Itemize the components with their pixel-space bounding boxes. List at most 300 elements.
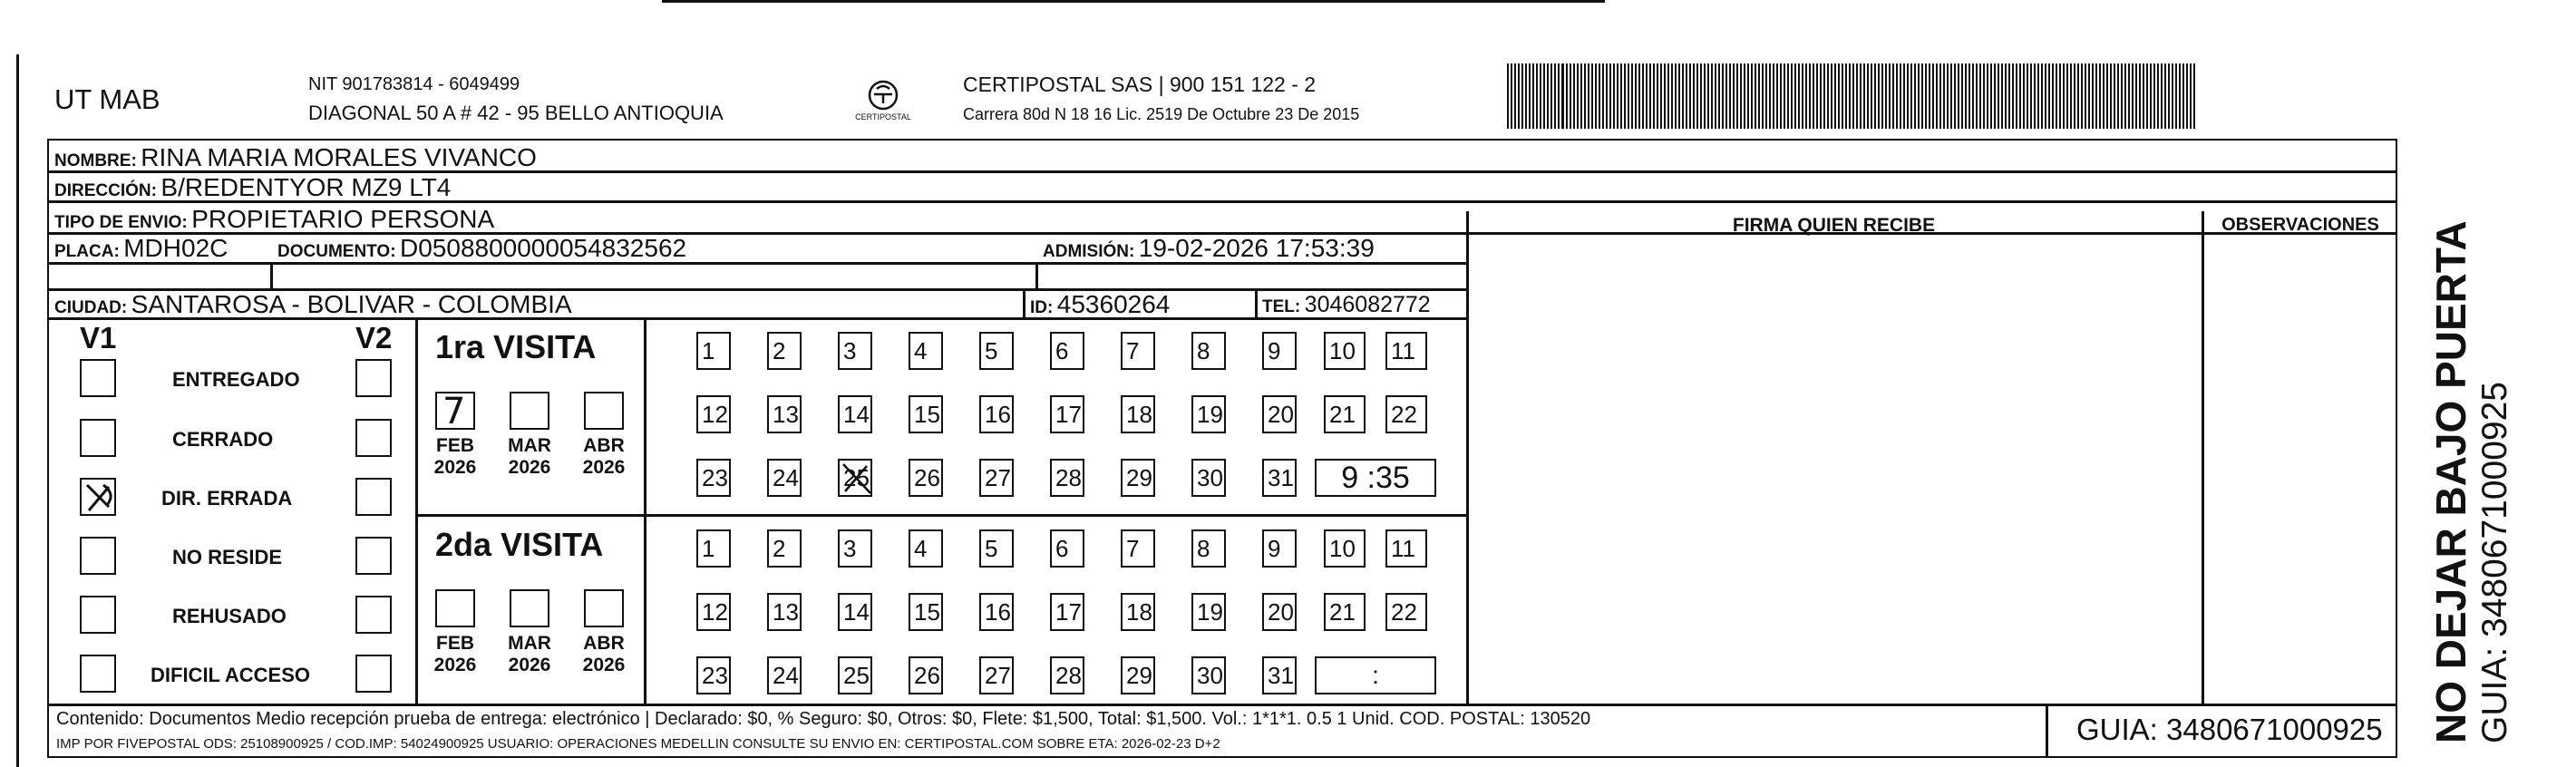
barcode-bar — [1809, 63, 1811, 129]
day-box[interactable] — [1191, 395, 1226, 433]
barcode-bar — [2193, 63, 2195, 129]
barcode-bar — [1881, 63, 1883, 129]
day-box[interactable] — [1121, 656, 1155, 694]
day-box[interactable] — [838, 656, 872, 694]
barcode-bar — [1631, 63, 1633, 129]
tipo-value: PROPIETARIO PERSONA — [191, 205, 495, 233]
barcode-bar — [1816, 63, 1818, 129]
day-box[interactable] — [1262, 395, 1297, 433]
barcode-bar — [1784, 63, 1785, 129]
day-box[interactable] — [767, 459, 802, 497]
barcode-bar — [1976, 63, 1978, 129]
v2-checkbox[interactable] — [355, 596, 392, 634]
day-box[interactable] — [1385, 529, 1427, 568]
barcode-bar — [2005, 63, 2007, 129]
barcode-bar — [1994, 63, 1996, 129]
barcode-bar — [1823, 63, 1825, 129]
barcode-bar — [1588, 63, 1589, 129]
day-number: 6 — [1055, 535, 1069, 562]
barcode-bar — [1889, 63, 1891, 129]
direccion-value: B/REDENTYOR MZ9 LT4 — [160, 173, 452, 201]
day-number: 8 — [1197, 337, 1210, 364]
barcode-bar — [1707, 63, 1709, 129]
day-box[interactable] — [1191, 332, 1226, 370]
placa-value: MDH02C — [123, 234, 228, 262]
nombre-label: NOMBRE: — [54, 151, 137, 170]
barcode-bar — [1867, 63, 1869, 129]
day-number: 1 — [702, 535, 715, 562]
barcode-bar — [2059, 63, 2061, 129]
barcode-bar — [2001, 63, 2003, 129]
barcode-bar — [1936, 63, 1938, 129]
barcode-bar — [2085, 63, 2086, 129]
barcode-bar — [1518, 63, 1520, 129]
barcode-bar — [1514, 63, 1516, 129]
day-box[interactable] — [1385, 332, 1427, 370]
day-box[interactable] — [767, 529, 802, 568]
status-option-label: NO RESIDE — [172, 546, 283, 568]
day-box[interactable] — [696, 529, 731, 568]
barcode-bar — [1863, 63, 1865, 129]
month-label: MAR — [508, 633, 551, 654]
barcode-bar — [2175, 63, 2177, 129]
day-box[interactable] — [1050, 332, 1084, 370]
day-number: 24 — [773, 662, 799, 689]
day-number: 27 — [985, 662, 1011, 689]
month-checkbox[interactable] — [584, 392, 624, 430]
barcode-bar — [2008, 63, 2010, 129]
day-box[interactable] — [1121, 395, 1155, 433]
day-number: 19 — [1197, 401, 1223, 428]
day-number: 3 — [843, 535, 857, 562]
day-number: 11 — [1391, 337, 1415, 364]
barcode-bar — [1591, 63, 1593, 129]
day-box[interactable] — [1191, 593, 1226, 631]
month-checkbox[interactable] — [435, 589, 475, 627]
day-box[interactable] — [1050, 656, 1084, 694]
barcode-bar — [1606, 63, 1608, 129]
day-number: 30 — [1197, 662, 1223, 689]
barcode-bar — [1521, 63, 1523, 129]
barcode-bar — [1722, 63, 1724, 129]
day-box[interactable] — [1385, 593, 1427, 631]
day-box[interactable] — [1050, 529, 1084, 568]
month-label: MAR — [508, 435, 551, 456]
company-nit: NIT 901783814 - 6049499 — [308, 74, 520, 94]
barcode-bar — [2121, 63, 2123, 129]
barcode-bar — [1791, 63, 1793, 129]
barcode-bar — [2027, 63, 2028, 129]
barcode-bar — [1667, 63, 1669, 129]
day-box[interactable] — [1191, 459, 1226, 497]
month-caption — [504, 435, 555, 479]
day-number: 6 — [1055, 337, 1069, 364]
barcode-bar — [2088, 63, 2090, 129]
day-number: 7 — [1126, 337, 1140, 364]
barcode-bar — [1765, 63, 1767, 129]
barcode-bar — [1907, 63, 1909, 129]
barcode-bar — [2092, 63, 2094, 129]
day-box[interactable] — [1262, 332, 1297, 370]
day-box[interactable] — [1191, 656, 1226, 694]
day-box[interactable] — [979, 656, 1014, 694]
day-box[interactable] — [838, 593, 872, 631]
firma-area[interactable] — [1469, 234, 2200, 704]
day-box[interactable] — [696, 395, 731, 433]
logo-text: CERTIPOSTAL — [855, 112, 911, 121]
ciudad-row — [54, 290, 572, 319]
barcode-bar — [2037, 63, 2039, 129]
day-box[interactable] — [838, 529, 872, 568]
barcode-bar — [2157, 63, 2159, 129]
barcode-bar — [1595, 63, 1597, 129]
day-box[interactable] — [1324, 529, 1366, 568]
day-number: 8 — [1197, 535, 1210, 562]
barcode-bar — [1892, 63, 1894, 129]
month-label: FEB — [436, 633, 474, 654]
placa-label: PLACA: — [54, 242, 120, 261]
v1-checkbox[interactable] — [80, 655, 116, 693]
day-number: 18 — [1126, 401, 1152, 428]
day-box[interactable] — [979, 332, 1014, 370]
v1-checkbox[interactable] — [80, 419, 116, 457]
day-number: 14 — [843, 401, 870, 428]
barcode-bar — [2045, 63, 2046, 129]
month-label: ABR — [583, 435, 625, 456]
barcode-bar — [1675, 63, 1677, 129]
barcode-bar — [1686, 63, 1687, 129]
day-number: 23 — [702, 464, 728, 491]
day-box[interactable] — [979, 395, 1014, 433]
v2-checkbox[interactable] — [355, 478, 392, 516]
barcode-bar — [1751, 63, 1753, 129]
barcode-bar — [2110, 63, 2112, 129]
id-label: ID: — [1030, 298, 1054, 317]
day-box[interactable] — [1262, 656, 1297, 694]
time-value: 9 :35 — [1341, 461, 1410, 495]
barcode-bar — [1682, 63, 1684, 129]
day-box[interactable] — [979, 529, 1014, 568]
barcode-bar — [2099, 63, 2101, 129]
direccion-row — [54, 173, 451, 202]
day-box[interactable] — [696, 656, 731, 694]
barcode-bar — [2164, 63, 2166, 129]
day-number: 15 — [914, 598, 940, 626]
footer-line1: Contenido: Documentos Medio recepción prueba de entrega: electrónico | Declarado: $0, % Seguro: $0, Otros: $0, Flete: $1,500, Total: $1,500. Vol.: 1*1*1. 0.5 1 Unid. COD. POSTAL: 130520 — [56, 709, 1591, 729]
day-box[interactable] — [1262, 593, 1297, 631]
day-number: 19 — [1197, 598, 1223, 626]
day-box[interactable] — [909, 593, 943, 631]
v1-checkbox[interactable] — [80, 478, 116, 516]
barcode-bar — [1813, 63, 1814, 129]
month-caption — [578, 435, 629, 479]
day-number: 22 — [1391, 401, 1417, 428]
footer-line2: IMP POR FIVEPOSTAL ODS: 25108900925 / COD.IMP: 54024900925 USUARIO: OPERACIONES MEDELLIN CONSULTE SU ENVIO EN: CERTIPOSTAL.COM SOBRE ETA: 2026-02-23 D+2 — [56, 736, 1220, 752]
day-box[interactable] — [1385, 395, 1427, 433]
day-box[interactable] — [1262, 529, 1297, 568]
barcode-bar — [1914, 63, 1916, 129]
barcode-bar — [1856, 63, 1858, 129]
month-caption — [578, 633, 629, 676]
day-box[interactable] — [767, 656, 802, 694]
barcode-bar — [1939, 63, 1941, 129]
tel-value: 3046082772 — [1304, 292, 1431, 317]
day-box[interactable] — [838, 332, 872, 370]
barcode-bar — [1653, 63, 1655, 129]
day-number: 1 — [702, 337, 715, 364]
day-number: 26 — [914, 464, 940, 491]
day-number: 23 — [702, 662, 728, 689]
day-box[interactable] — [1121, 529, 1155, 568]
day-number: 28 — [1055, 662, 1082, 689]
barcode-bar — [1580, 63, 1582, 129]
month-checkbox[interactable] — [510, 589, 549, 627]
day-number: 28 — [1055, 464, 1082, 491]
barcode-bar — [1852, 63, 1854, 129]
day-number: 21 — [1329, 401, 1356, 428]
day-box[interactable] — [909, 529, 943, 568]
v1-checkbox[interactable] — [80, 537, 116, 575]
month-caption — [430, 435, 481, 479]
time-box[interactable] — [1315, 656, 1436, 694]
day-number: 5 — [985, 535, 998, 562]
col-line — [1023, 288, 1026, 317]
day-box[interactable] — [1191, 529, 1226, 568]
day-box[interactable] — [1324, 593, 1366, 631]
barcode-bar — [1943, 63, 1945, 129]
time-box[interactable] — [1315, 459, 1436, 497]
day-number: 20 — [1268, 401, 1294, 428]
day-box[interactable] — [1121, 593, 1155, 631]
barcode-bar — [1998, 63, 1999, 129]
day-box[interactable] — [767, 332, 802, 370]
barcode-bar — [2132, 63, 2134, 129]
barcode-bar — [1554, 63, 1556, 129]
barcode-bar — [1776, 63, 1778, 129]
ciudad-label: CIUDAD: — [54, 298, 128, 317]
barcode-bar — [2106, 63, 2108, 129]
day-box[interactable] — [1050, 459, 1084, 497]
barcode-bar — [1577, 63, 1579, 129]
barcode-bar — [2063, 63, 2065, 129]
day-number: 31 — [1268, 662, 1294, 689]
barcode-bar — [1958, 63, 1959, 129]
observaciones-header: OBSERVACIONES — [2221, 215, 2379, 235]
day-number: 16 — [985, 598, 1011, 626]
v1-checkbox[interactable] — [80, 359, 116, 397]
day-number: 25 — [843, 662, 870, 689]
col-line — [1035, 263, 1038, 290]
barcode-bar — [2153, 63, 2155, 129]
day-box[interactable] — [1050, 395, 1084, 433]
barcode-bar — [1711, 63, 1713, 129]
day-number: 12 — [702, 401, 728, 428]
barcode-bar — [1762, 63, 1764, 129]
month-handwritten-mark: 7 — [442, 391, 466, 432]
barcode-bar — [1624, 63, 1626, 129]
day-number: 13 — [773, 401, 799, 428]
barcode-bar — [1550, 63, 1552, 129]
barcode-bar — [2081, 63, 2083, 129]
barcode-bar — [1874, 63, 1876, 129]
barcode-bar — [1540, 63, 1541, 129]
barcode-bar — [1664, 63, 1666, 129]
barcode-bar — [1678, 63, 1680, 129]
barcode-bar — [1511, 63, 1512, 129]
barcode-bar — [2150, 63, 2152, 129]
barcode-bar — [1729, 63, 1731, 129]
day-box[interactable] — [909, 332, 943, 370]
side-warning: NO DEJAR BAJO PUERTA — [2427, 220, 2474, 743]
day-box[interactable] — [1121, 332, 1155, 370]
barcode-bar — [2139, 63, 2141, 129]
nombre-value: RINA MARIA MORALES VIVANCO — [141, 143, 537, 171]
day-box[interactable] — [1262, 459, 1297, 497]
barcode-bar — [1965, 63, 1967, 129]
month-label: ABR — [583, 633, 625, 654]
row-line — [415, 514, 1468, 517]
day-box[interactable] — [909, 459, 943, 497]
barcode-bar — [1990, 63, 1992, 129]
barcode-bar — [1561, 63, 1564, 129]
day-number: 17 — [1055, 598, 1082, 626]
day-box[interactable] — [1050, 593, 1084, 631]
barcode-bar — [1704, 63, 1706, 129]
barcode-bar — [1925, 63, 1927, 129]
day-box[interactable] — [838, 459, 872, 497]
barcode-bar — [1860, 63, 1862, 129]
day-number: 12 — [702, 598, 728, 626]
day-box[interactable] — [909, 395, 943, 433]
day-number: 27 — [985, 464, 1011, 491]
day-number: 3 — [843, 337, 857, 364]
barcode-bar — [1802, 63, 1803, 129]
day-number: 26 — [914, 662, 940, 689]
day-box[interactable] — [838, 395, 872, 433]
day-box[interactable] — [979, 593, 1014, 631]
month-checkbox[interactable] — [435, 392, 475, 430]
year-label: 2026 — [433, 457, 477, 478]
day-number: 24 — [773, 464, 799, 491]
barcode-bar — [2019, 63, 2021, 129]
barcode-bar — [1725, 63, 1727, 129]
barcode-bar — [1947, 63, 1949, 129]
day-number: 11 — [1391, 535, 1415, 562]
month-checkbox[interactable] — [510, 392, 549, 430]
barcode-bar — [2048, 63, 2050, 129]
barcode-bar — [1910, 63, 1912, 129]
col-line — [2046, 705, 2048, 758]
barcode-bar — [1635, 63, 1637, 129]
barcode-bar — [2052, 63, 2054, 129]
v2-checkbox[interactable] — [355, 537, 392, 575]
barcode-bar — [2161, 63, 2163, 129]
v2-checkbox[interactable] — [355, 419, 392, 457]
col-line — [415, 317, 418, 705]
month-checkbox[interactable] — [584, 589, 624, 627]
barcode-bar — [2186, 63, 2188, 129]
day-box[interactable] — [1324, 395, 1366, 433]
col-line — [1255, 288, 1258, 317]
day-number: 29 — [1126, 464, 1152, 491]
day-box[interactable] — [696, 332, 731, 370]
side-text — [2426, 163, 2535, 743]
barcode-bar — [1758, 63, 1760, 129]
barcode-bar — [1620, 63, 1622, 129]
col-line — [644, 317, 646, 705]
barcode-bar — [1657, 63, 1658, 129]
barcode-bar — [1987, 63, 1988, 129]
day-number: 16 — [985, 401, 1011, 428]
barcode-bar — [1896, 63, 1898, 129]
barcode-bar — [1693, 63, 1695, 129]
side-guia: GUIA: 3480671000925 — [2475, 382, 2514, 743]
day-number: 2 — [773, 535, 786, 562]
status-option-label: DIFICIL ACCESO — [151, 664, 311, 686]
barcode-bar — [2124, 63, 2126, 129]
day-box[interactable] — [979, 459, 1014, 497]
barcode-bar — [1798, 63, 1800, 129]
day-number: 7 — [1126, 535, 1140, 562]
day-box[interactable] — [696, 593, 731, 631]
day-box[interactable] — [1324, 332, 1366, 370]
v1-checkbox[interactable] — [80, 596, 116, 634]
nombre-row — [54, 143, 537, 172]
barcode-bar — [2012, 63, 2014, 129]
footer-guia: GUIA: 3480671000925 — [2076, 713, 2383, 746]
day-box[interactable] — [767, 395, 802, 433]
barcode-bar — [1547, 63, 1549, 129]
barcode-bar — [1929, 63, 1930, 129]
barcode-bar — [1525, 63, 1527, 129]
day-box[interactable] — [909, 656, 943, 694]
barcode-bar — [2041, 63, 2043, 129]
day-box[interactable] — [696, 459, 731, 497]
barcode-bar — [1983, 63, 1985, 129]
barcode-bar — [1733, 63, 1735, 129]
company-name: UT MAB — [54, 83, 160, 115]
barcode-bar — [2070, 63, 2072, 129]
barcode-bar — [2172, 63, 2173, 129]
barcode-bar — [1573, 63, 1575, 129]
day-number: 4 — [914, 337, 928, 364]
barcode-bar — [1921, 63, 1923, 129]
day-box[interactable] — [1121, 459, 1155, 497]
day-box[interactable] — [767, 593, 802, 631]
documento-label: DOCUMENTO: — [277, 242, 396, 261]
id-value: 45360264 — [1056, 290, 1171, 318]
day-number: 30 — [1197, 464, 1223, 491]
barcode-bar — [1900, 63, 1901, 129]
placa-row — [54, 234, 228, 263]
barcode-bar — [1649, 63, 1651, 129]
day-number: 15 — [914, 401, 940, 428]
firma-header: FIRMA QUIEN RECIBE — [1732, 215, 1936, 236]
barcode-bar — [1950, 63, 1952, 129]
barcode-bar — [1566, 63, 1568, 129]
v2-checkbox[interactable] — [355, 655, 392, 693]
v2-checkbox[interactable] — [355, 359, 392, 397]
admision-label: ADMISIÓN: — [1043, 242, 1135, 261]
barcode-bar — [1642, 63, 1644, 129]
barcode-bar — [1820, 63, 1822, 129]
observaciones-area[interactable] — [2204, 234, 2396, 704]
status-option-label: ENTREGADO — [172, 368, 300, 391]
status-option-label: REHUSADO — [172, 605, 287, 627]
day-cross-mark-icon — [840, 461, 874, 499]
day-number: 18 — [1126, 598, 1152, 626]
day-number: 10 — [1329, 535, 1356, 562]
